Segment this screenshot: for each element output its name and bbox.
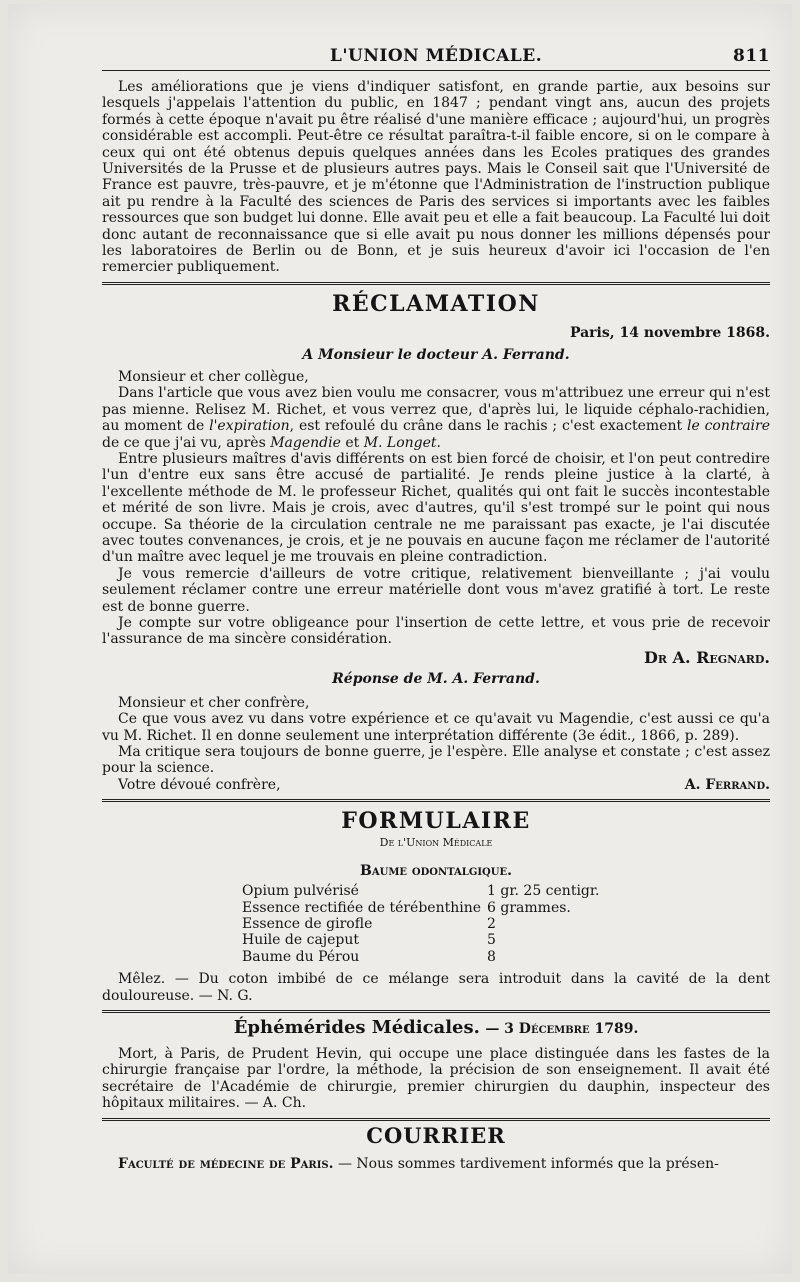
formulaire-title: FORMULAIRE (341, 808, 531, 835)
page-number: 811 (733, 46, 770, 66)
courrier-text: Faculté de médecine de Paris. — Nous sommes tardivement informés que la présen- (118, 1155, 719, 1172)
section-divider (102, 1118, 770, 1121)
ephemerides-text: Mort, à Paris, de Prudent Hevin, qui occupe une place distinguée dans les fastes de la chirurgie française par l'ordre, la méthode, la précision de son enseignement. Il avait été secrétaire de l'Académie de chirurgie, premier chirurgien du dauphin, inspecteur des hôpitaux militaires. — A. Ch. (102, 1046, 770, 1112)
ingredient-row: Essence rectifiée de térébenthine 6 grammes. (242, 899, 571, 916)
letter-signature: Dr A. Regnard. (643, 647, 770, 667)
reply-signature: A. Ferrand. (684, 776, 770, 793)
letter-paragraph-1: Dans l'article que vous avez bien voulu me consacrer, vous m'attribuez une erreur qui n'est pas mienne. Relisez M. Richet, et vous verrez que, d'après lui, le liquide céphalo-rachidien, au moment de l'expiration, est refoulé du crâne dans le rachis ; c'est exactement le contraire de ce que j'ai vu, après Magendie et M. Longet. (102, 385, 770, 451)
ingredient-row: Baume du Pérou 8 (242, 948, 496, 965)
journal-title: L'UNION MÉDICALE. (329, 46, 543, 66)
reply-salutation: Monsieur et cher confrère, (118, 694, 310, 711)
reclamation-title: RÉCLAMATION (332, 290, 540, 317)
ephemerides-heading (102, 1017, 770, 1038)
ingredient-row: Essence de girofle 2 (242, 916, 496, 933)
reply-paragraph-1: Ce que vous avez vu dans votre expérience et ce qu'avait vu Magendie, c'est aussi ce qu'a vu M. Richet. Il en donne seulement une interprétation différente (3e édit., 1866, p. 289). (102, 711, 770, 744)
courrier-lead: Faculté de médecine de Paris. (118, 1155, 334, 1172)
newspaper-page (8, 4, 792, 1274)
ingredient-table (242, 883, 605, 965)
recipe-instructions: Mêlez. — Du coton imbibé de ce mélange sera introduit dans la cavité de la dent douloureuse. — N. G. (102, 971, 770, 1004)
courrier-title: COURRIER (366, 1122, 506, 1148)
reply-paragraph-2: Ma critique sera toujours de bonne guerre, je l'espère. Elle analyse et constate ; c'est assez pour la science. (102, 744, 770, 777)
reply-closing: Votre dévoué confrère, A. Ferrand. (118, 776, 770, 793)
ephemerides-title: Éphémérides Médicales. (233, 1017, 480, 1039)
section-divider (102, 282, 770, 285)
recipe-title: Baume odontalgique. (360, 863, 512, 880)
letter-paragraph-2: Entre plusieurs maîtres d'avis différents on est bien forcé de choisir, et l'on peut contredire l'un d'entre eux sans être accusé de partialité. Je rends pleine justice à la clarté, à l'excellente méthode de M. le professeur Richet, qualités qui ont fait le succès incontestable et mérité de son livre. Mais je crois, avec d'autres, qu'il s'est trompé sur le point qui nous occupe. Sa théorie de la circulation centrale ne me paraissant pas exacte, je l'ai discutée avec toutes convenances, je crois, et je ne pouvais en aucune façon me réclamer de l'autorité d'un maître avec lequel je me trouvais en pleine contradiction. (102, 450, 770, 566)
ingredient-row: Opium pulvérisé 1 gr. 25 centigr. (242, 883, 600, 900)
section-divider (102, 799, 770, 802)
reply-title: Réponse de M. A. Ferrand. (332, 670, 540, 687)
formulaire-subtitle: De l'Union Médicale (379, 836, 493, 850)
ephemerides-date: — 3 Décembre 1789. (485, 1021, 639, 1038)
letter-paragraph-4: Je compte sur votre obligeance pour l'insertion de cette lettre, et vous prie de recevoir l'assurance de ma sincère considération. (102, 614, 770, 648)
page-content (102, 44, 770, 1172)
section-divider (102, 1010, 770, 1013)
ingredient-row: Huile de cajeput 5 (242, 932, 496, 949)
letter-date: Paris, 14 novembre 1868. (569, 324, 770, 341)
intro-paragraph: Les améliorations que je viens d'indiquer satisfont, en grande partie, aux besoins sur lesquels j'appelais l'attention du public, en 1847 ; pendant vingt ans, aucun des projets formés à cette époque n'avait pu être réalisé d'une manière efficace ; aujourd'hui, un progrès considérable est accompli. Peut-être ce résultat paraîtra-t-il faible encore, si on le compare à ceux qui ont été obtenus depuis quelques années dans les Ecoles pratiques des grandes Universités de la Prusse et de plusieurs autres pays. Mais le Conseil sait que l'Université de France est pauvre, très-pauvre, et je m'étonne que l'Administration de l'instruction publique ait pu rendre à la Faculté des sciences de Paris des services si importants avec les faibles ressources que son budget lui donne. Elle avait peu et elle a fait beaucoup. La Faculté lui doit donc autant de reconnaissance que si elle avait pu nous donner les millions dépensés pour les laboratoires de Berlin ou de Bonn, et je suis heureux d'avoir ici l'occasion de l'en remercier publiquement. (102, 79, 770, 276)
letter-paragraph-3: Je vous remercie d'ailleurs de votre critique, relativement bienveillante ; j'ai voulu seulement réclamer contre une erreur matérielle dont vous m'avez gratifié à tort. Le reste est de bonne guerre. (102, 565, 770, 615)
letter-address: A Monsieur le docteur A. Ferrand. (302, 346, 570, 363)
letter-salutation: Monsieur et cher collègue, (118, 368, 309, 385)
running-header (102, 44, 770, 71)
